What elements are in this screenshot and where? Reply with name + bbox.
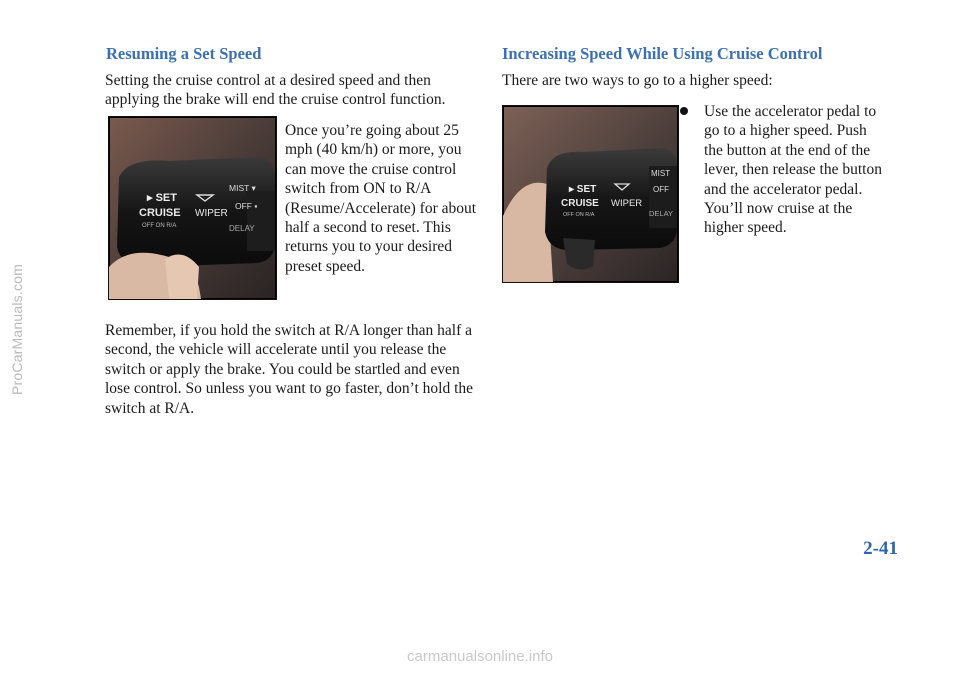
photo-label-delay-right: DELAY (649, 209, 674, 218)
list-item (704, 102, 884, 238)
cruise-lever-photo-left (108, 116, 277, 300)
bullet-text: Use the accelerator pedal to go to a higher speed. Push the button at the end of the lever, then release the button and the accelerator pedal. You’ll now cruise at the higher speed. (704, 103, 882, 237)
left-intro-paragraph: Setting the cruise control at a desired speed and then applying the brake will end the cruise control function. (105, 72, 446, 109)
cruise-lever-illustration-right (503, 106, 678, 282)
heading-resuming-set-speed: Resuming a Set Speed (106, 44, 262, 63)
manual-page (72, 0, 898, 570)
photo-label-cruise: CRUISE (139, 207, 181, 219)
speed-method-list (704, 102, 884, 238)
cruise-lever-illustration (109, 117, 276, 299)
photo-label-wiper: WIPER (195, 208, 228, 219)
photo-label-set: ▸ SET (147, 192, 177, 204)
left-warning-paragraph: Remember, if you hold the switch at R/A longer than half a second, the vehicle will accelerate until you release the switch or apply the brake. You could be startled and even lose control. So unless you want to go faster, don’t hold the switch at R/A. (105, 322, 474, 417)
photo-label-off-on-ra-right: OFF ON R/A (563, 212, 595, 218)
photo-label-set-right: ▸ SET (569, 184, 597, 195)
heading-increasing-speed: Increasing Speed While Using Cruise Control (502, 44, 823, 63)
cruise-lever-photo-right (502, 105, 679, 283)
footer (72, 538, 898, 564)
photo-label-wiper-right: WIPER (611, 198, 643, 209)
photo-label-off: OFF ▪ (235, 201, 258, 211)
photo-label-off-right: OFF (653, 185, 669, 194)
bullet-icon (680, 107, 688, 115)
photo-label-mist-right: MIST (651, 169, 671, 178)
left-resume-paragraph: Once you’re going about 25 mph (40 km/h) or more, you can move the cruise control switch from ON to R/A (Resume/Accelerate) for about half a second to reset. This returns you to your desired preset speed. (285, 122, 477, 275)
photo-label-off-on-ra: OFF ON R/A (142, 223, 177, 229)
photo-label-mist: MIST ▾ (229, 183, 256, 193)
right-intro-paragraph: There are two ways to go to a higher speed: (502, 72, 773, 89)
photo-label-cruise-right: CRUISE (561, 198, 599, 209)
bottom-watermark: carmanualsonline.info (407, 648, 553, 665)
photo-label-delay: DELAY (229, 224, 255, 233)
page-number: 2-41 (863, 538, 898, 559)
side-watermark: ProCarManuals.com (9, 264, 25, 396)
